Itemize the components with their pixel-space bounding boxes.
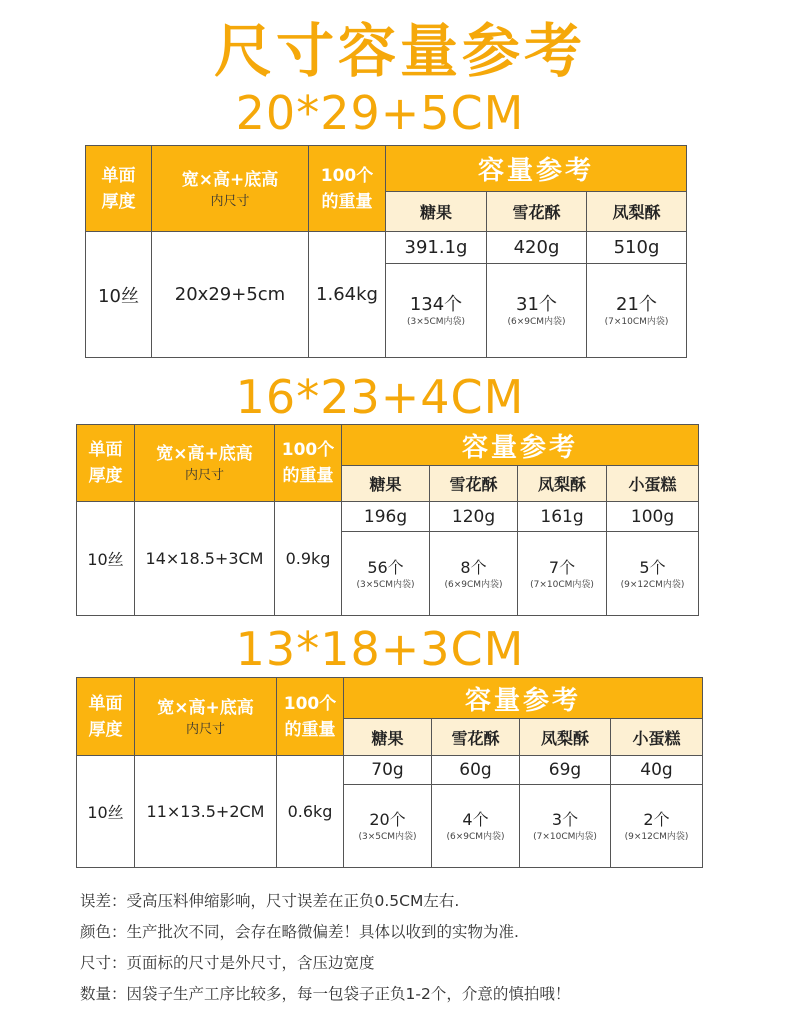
count-cell xyxy=(487,264,587,358)
count-value: 2个 xyxy=(643,810,670,829)
notes-block xyxy=(80,886,780,1010)
count-value: 3个 xyxy=(551,810,579,829)
product-label: 糖果 xyxy=(344,719,432,756)
product-label: 凤梨酥 xyxy=(520,719,611,756)
size-value: 20x29+5cm xyxy=(152,232,309,358)
weight-value: 0.6kg xyxy=(277,756,344,868)
grams-value: 40g xyxy=(611,756,703,785)
note-quantity: 数量：因袋子生产工序比较多，每一包袋子正负1-2个，介意的慎拍哦！ xyxy=(80,985,571,1003)
header-capacity: 容量参考 xyxy=(386,146,687,192)
count-cell xyxy=(386,264,487,358)
count-value: 5个 xyxy=(639,557,666,577)
count-cell xyxy=(518,532,607,616)
note-size: 尺寸：页面标的尺寸是外尺寸，含压边宽度 xyxy=(80,954,375,972)
capacity-table-2 xyxy=(76,424,699,616)
count-value: 20个 xyxy=(369,810,406,829)
note-error: 误差：受高压料伸缩影响，尺寸误差在正负0.5CM左右. xyxy=(80,892,460,910)
count-note: (9×12CM内袋) xyxy=(624,832,689,842)
size-value: 11×13.5+2CM xyxy=(135,756,277,868)
count-note: (3×5CM内袋) xyxy=(358,832,417,842)
count-cell xyxy=(607,532,699,616)
product-label: 小蛋糕 xyxy=(607,466,699,502)
header-dims-label: 宽×高+底高 xyxy=(181,169,279,190)
count-cell xyxy=(342,532,430,616)
count-note: (3×5CM内袋) xyxy=(406,316,466,327)
capacity-table-3 xyxy=(76,677,703,868)
product-label: 雪花酥 xyxy=(430,466,518,502)
header-dims xyxy=(135,678,277,756)
size-heading-1: 20*29+5CM xyxy=(235,86,525,140)
count-cell xyxy=(432,785,520,868)
count-value: 21个 xyxy=(616,293,657,315)
header-thickness: 单面厚度 xyxy=(77,678,135,756)
product-label: 糖果 xyxy=(386,192,487,232)
count-note: (3×5CM内袋) xyxy=(356,579,415,590)
count-value: 134个 xyxy=(409,293,463,315)
count-note: (7×10CM内袋) xyxy=(530,579,594,590)
count-note: (6×9CM内袋) xyxy=(507,316,566,327)
note-color: 颜色：生产批次不同，会存在略微偏差！具体以收到的实物为准. xyxy=(80,923,519,941)
count-value: 31个 xyxy=(516,293,557,315)
count-cell xyxy=(611,785,703,868)
product-label: 雪花酥 xyxy=(487,192,587,232)
grams-value: 196g xyxy=(342,502,430,532)
count-value: 4个 xyxy=(462,810,489,829)
thickness-value: 10丝 xyxy=(86,232,152,358)
thickness-value: 10丝 xyxy=(77,502,135,616)
header-dims xyxy=(135,425,275,502)
count-note: (7×10CM内袋) xyxy=(604,316,669,327)
header-weight: 100个的重量 xyxy=(309,146,386,232)
product-label: 小蛋糕 xyxy=(611,719,703,756)
count-cell xyxy=(520,785,611,868)
grams-value: 391.1g xyxy=(386,232,487,264)
grams-value: 161g xyxy=(518,502,607,532)
grams-value: 70g xyxy=(344,756,432,785)
page-title: 尺寸容量参考 xyxy=(213,17,586,85)
header-dims-label: 宽×高+底高 xyxy=(156,444,253,464)
count-note: (6×9CM内袋) xyxy=(446,832,505,842)
grams-value: 69g xyxy=(520,756,611,785)
count-note: (6×9CM内袋) xyxy=(444,579,503,590)
header-capacity: 容量参考 xyxy=(342,425,699,466)
header-dims-sub: 内尺寸 xyxy=(184,468,224,483)
grams-value: 510g xyxy=(587,232,687,264)
header-weight: 100个的重量 xyxy=(275,425,342,502)
weight-value: 1.64kg xyxy=(309,232,386,358)
weight-value: 0.9kg xyxy=(275,502,342,616)
product-label: 凤梨酥 xyxy=(518,466,607,502)
header-dims-label: 宽×高+底高 xyxy=(157,697,254,718)
header-dims-sub: 内尺寸 xyxy=(210,193,250,209)
count-note: (9×12CM内袋) xyxy=(620,579,685,590)
size-heading-2: 16*23+4CM xyxy=(235,370,525,424)
header-dims xyxy=(152,146,309,232)
grams-value: 100g xyxy=(607,502,699,532)
count-cell xyxy=(587,264,687,358)
header-thickness: 单面厚度 xyxy=(86,146,152,232)
header-thickness: 单面厚度 xyxy=(77,425,135,502)
count-value: 8个 xyxy=(460,557,487,577)
grams-value: 420g xyxy=(487,232,587,264)
size-heading-3: 13*18+3CM xyxy=(235,622,525,676)
size-value: 14×18.5+3CM xyxy=(135,502,275,616)
count-value: 7个 xyxy=(548,557,576,577)
thickness-value: 10丝 xyxy=(77,756,135,868)
grams-value: 120g xyxy=(430,502,518,532)
header-weight: 100个的重量 xyxy=(277,678,344,756)
count-note: (7×10CM内袋) xyxy=(533,832,597,842)
count-cell xyxy=(344,785,432,868)
count-value: 56个 xyxy=(367,557,404,577)
product-label: 雪花酥 xyxy=(432,719,520,756)
header-capacity: 容量参考 xyxy=(344,678,703,719)
header-dims-sub: 内尺寸 xyxy=(185,721,225,737)
product-label: 糖果 xyxy=(342,466,430,502)
product-label: 凤梨酥 xyxy=(587,192,687,232)
capacity-table-1 xyxy=(85,145,687,358)
grams-value: 60g xyxy=(432,756,520,785)
count-cell xyxy=(430,532,518,616)
